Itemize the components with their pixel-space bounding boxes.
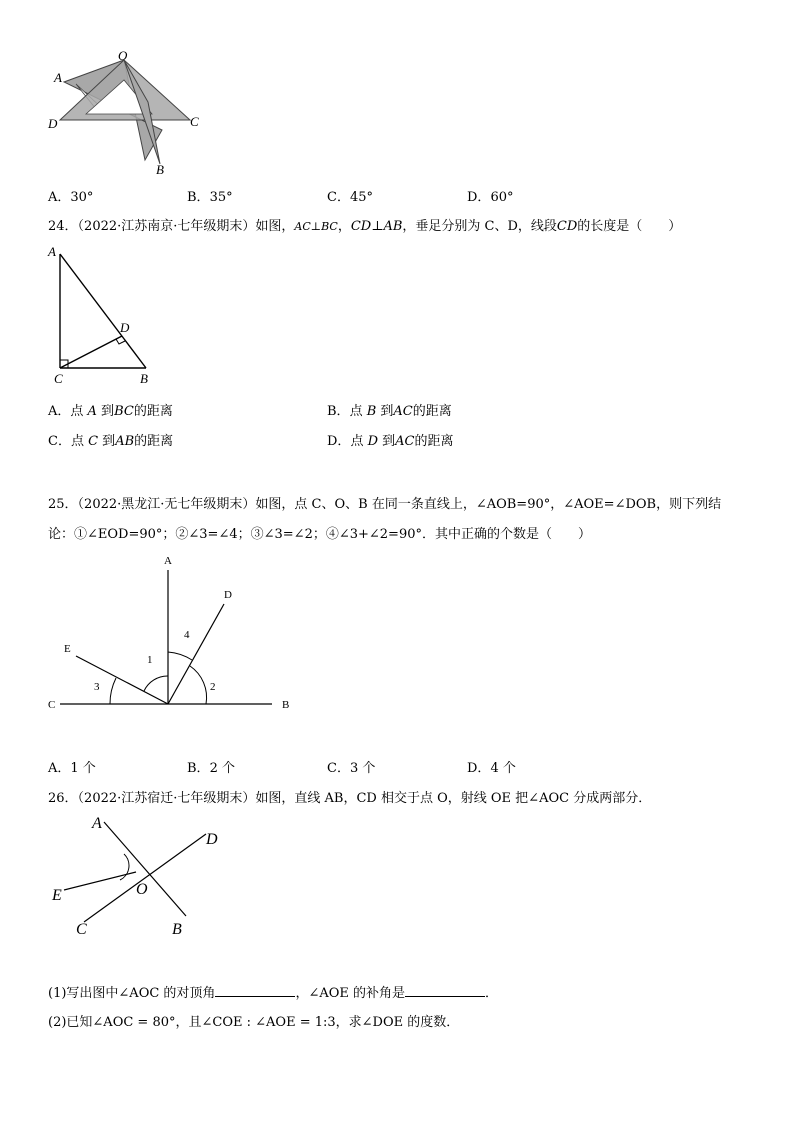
q23-option-b[interactable]: B．35°	[187, 190, 233, 205]
q24-label-c: C	[54, 371, 63, 386]
q24-label-a: A	[48, 244, 56, 259]
q25-stem-line2: 论：①∠EOD=90°；②∠3=∠4；③∠3=∠2；④∠3+∠2=90°．其中正确的个数是（ ）	[48, 527, 591, 542]
q25-stem-line1: 25．（2022·黑龙江·无七年级期末）如图，点 C、O、B 在同一条直线上，∠AOB=90°，∠AOE=∠DOB，则下列结	[48, 497, 722, 512]
q23-label-a: A	[54, 70, 62, 85]
answer-blank-2[interactable]	[405, 984, 485, 997]
q26-figure	[40, 810, 240, 940]
q25-option-b[interactable]: B．2 个	[187, 761, 235, 776]
q25-label-c: C	[48, 699, 56, 711]
q24-label-b: B	[140, 371, 148, 386]
q25-label-a: A	[164, 555, 172, 567]
q23-label-c: C	[190, 114, 199, 129]
q24-option-c[interactable]: C．点 C 到AB的距离	[48, 434, 174, 449]
q24-option-b[interactable]: B．点 B 到AC的距离	[327, 404, 452, 419]
q23-label-b: B	[156, 162, 164, 177]
q25-angle-2: 2	[210, 681, 216, 693]
q26-label-d: D	[206, 831, 218, 848]
q25-option-a[interactable]: A．1 个	[48, 761, 96, 776]
q24-label-d: D	[120, 320, 130, 335]
q26-label-e: E	[52, 887, 62, 904]
q24-option-d[interactable]: D．点 D 到AC的距离	[327, 434, 454, 449]
q24-figure	[40, 240, 170, 390]
q23-label-o: O	[118, 48, 128, 63]
q23-option-c[interactable]: C．45°	[327, 190, 373, 205]
q25-label-e: E	[64, 643, 71, 655]
q23-label-d: D	[48, 116, 58, 131]
q26-sub2: (2)已知∠AOC = 80°，且∠COE : ∠AOE = 1:3，求∠DOE 的度数．	[48, 1015, 460, 1030]
q26-label-o: O	[136, 881, 148, 898]
q26-label-a: A	[92, 815, 102, 832]
q23-option-d[interactable]: D．60°	[467, 190, 514, 205]
q25-figure	[40, 548, 310, 718]
q25-angle-1: 1	[147, 654, 153, 666]
q24-option-a[interactable]: A．点 A 到BC的距离	[48, 404, 173, 419]
q25-angle-3: 3	[94, 681, 100, 693]
q24-stem: 24．（2022·江苏南京·七年级期末）如图，AC⊥BC，CD⊥AB，垂足分别为 C、D，线段CD的长度是（ ）	[48, 219, 682, 234]
q25-option-d[interactable]: D．4 个	[467, 761, 516, 776]
answer-blank-1[interactable]	[215, 984, 295, 997]
q26-stem: 26．（2022·江苏宿迁·七年级期末）如图，直线 AB，CD 相交于点 O，射线 OE 把∠AOC 分成两部分．	[48, 791, 652, 806]
q25-label-b: B	[282, 699, 290, 711]
q23-figure	[40, 40, 220, 190]
q26-label-c: C	[76, 921, 87, 938]
q25-option-c[interactable]: C．3 个	[327, 761, 376, 776]
q26-sub1: (1)写出图中∠AOC 的对顶角 ，∠AOE 的补角是 ．	[48, 986, 499, 1001]
q23-option-a[interactable]: A．30°	[48, 190, 94, 205]
q26-label-b: B	[172, 921, 182, 938]
q25-label-d: D	[224, 589, 232, 601]
q25-angle-4: 4	[184, 629, 190, 641]
